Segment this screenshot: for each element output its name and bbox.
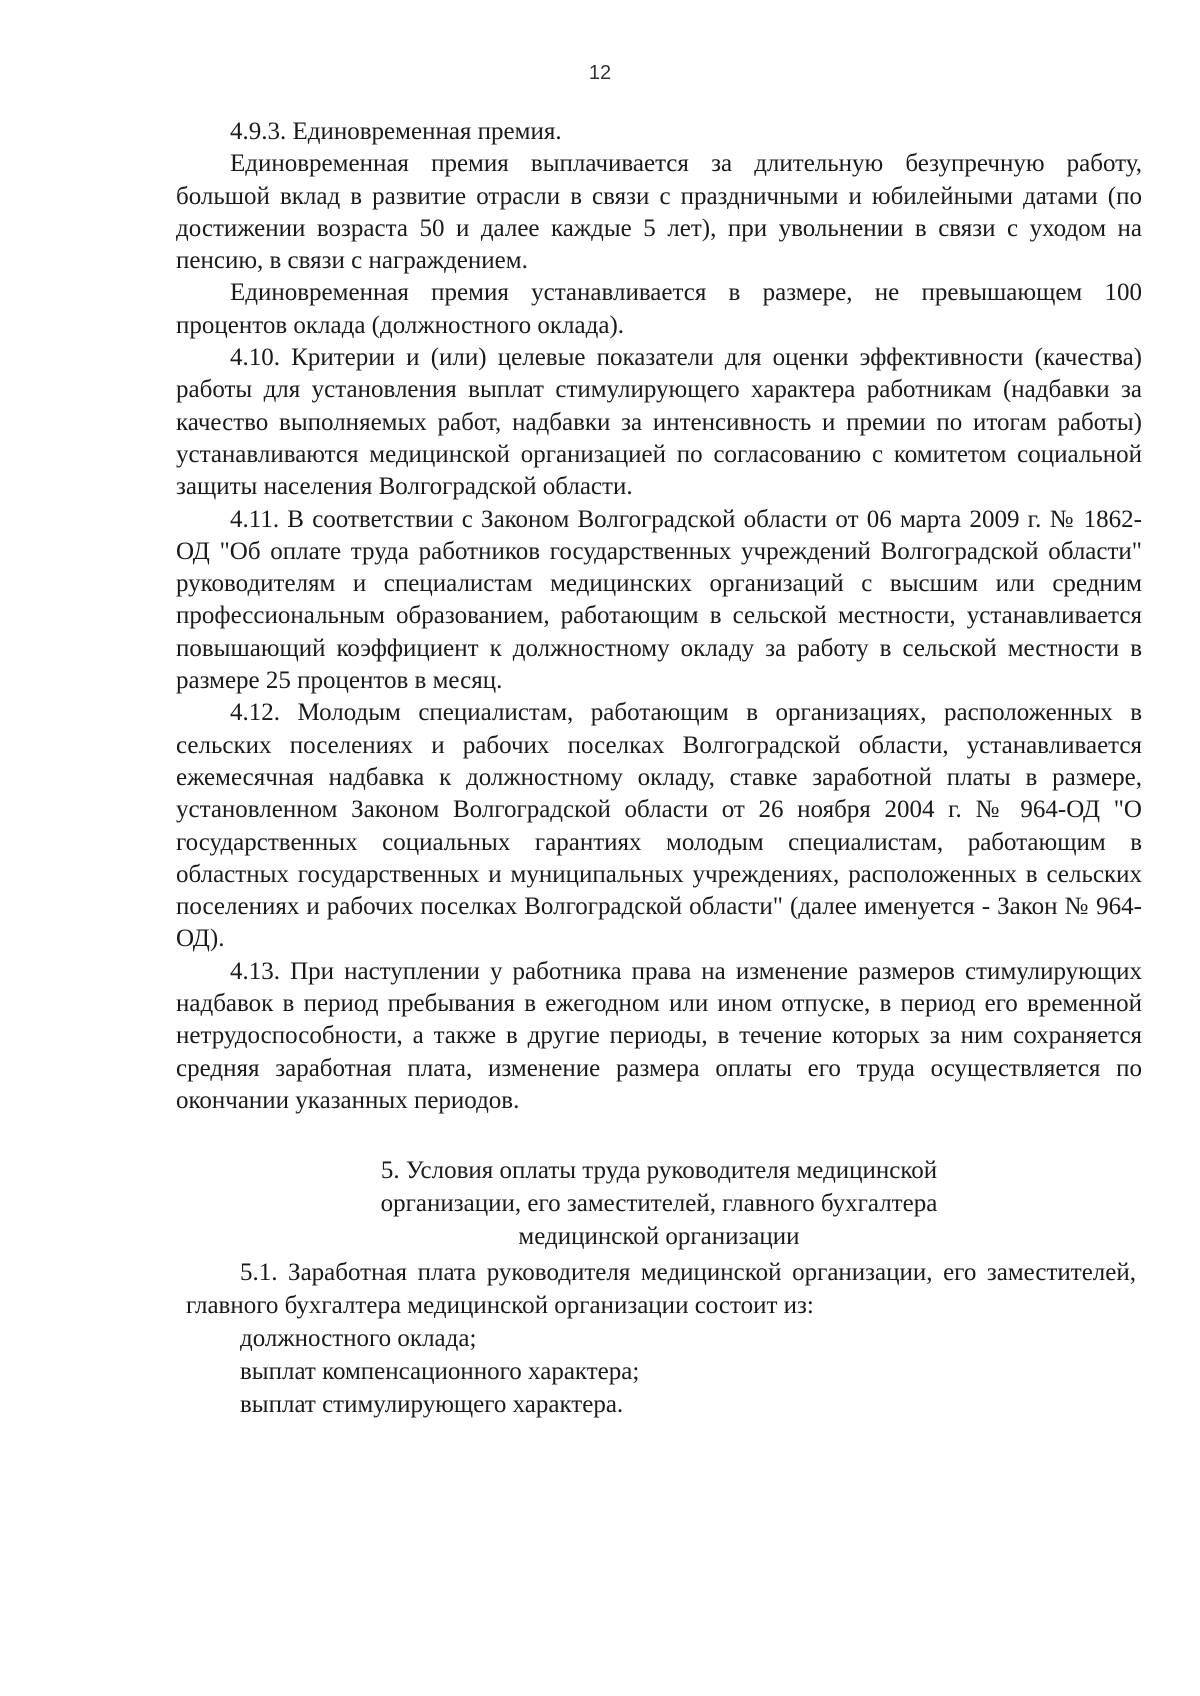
paragraph-one-time-bonus: Единовременная премия выплачивается за длительную безупречную работу, большой вклад в развитие отрасли в связи с праздничными и юбилейными датами (по достижении возраста 50 и далее каждые 5 лет), при увольнении в связи с уходом на пенсию, в связи с награждением. (176, 150, 1142, 275)
paragraph-4-12: 4.12. Молодым специалистам, работающим в организациях, расположенных в сельских поселениях и рабочих поселках Волгоградской области, устанавливается ежемесячная надбавка к должностному окладу, ставке заработной платы в размере, установленном Законом Волгоградской области от 26 ноября 2004 г. № 964-ОД "О государственных социальных гарантиях молодым специалистам, работающим в областных государственных и муниципальных учреждениях, расположенных в сельских поселениях и рабочих поселках Волгоградской области" (далее именуется - Закон № 964-ОД). (176, 699, 1142, 953)
paragraph-5-1: 5.1. Заработная плата руководителя медицинской организации, его заместителей, главного бухгалтера медицинской организации состоит из: (186, 1259, 1136, 1319)
section-5-heading (176, 1154, 1142, 1253)
paragraph-4-13: 4.13. При наступлении у работника права на изменение размеров стимулирующих надбавок в период пребывания в ежегодном или ином отпуске, в период его временной нетрудоспособности, а также в другие периоды, в течение которых за ним сохраняется средняя заработная плата, изменение размера оплаты его труда осуществляется по окончании указанных периодов. (176, 957, 1142, 1114)
heading-line: медицинской организации (518, 1223, 800, 1250)
paragraph-4-10: 4.10. Критерии и (или) целевые показатели для оценки эффективности (качества) работы для установления выплат стимулирующего характера работникам (надбавки за качество выполняемых работ, надбавки за интенсивность и премии по итогам работы) устанавливаются медицинской организацией по согласованию с комитетом социальной защиты населения Волгоградской области. (176, 344, 1142, 501)
section-4-text (176, 116, 1142, 1117)
paragraph-4-9-3-title: 4.9.3. Единовременная премия. (230, 118, 562, 145)
list-item: выплат компенсационного характера; (240, 1358, 640, 1385)
section-5-text (186, 1256, 1136, 1421)
paragraph-bonus-limit: Единовременная премия устанавливается в размере, не превышающем 100 процентов оклада (должностного оклада). (176, 279, 1142, 339)
list-item: должностного оклада; (240, 1325, 477, 1352)
list-item: выплат стимулирующего характера. (240, 1391, 624, 1418)
heading-line: организации, его заместителей, главного бухгалтера (380, 1190, 938, 1217)
page-number: 12 (588, 62, 612, 84)
heading-line: 5. Условия оплаты труда руководителя медицинской (380, 1157, 938, 1184)
paragraph-4-11: 4.11. В соответствии с Законом Волгоградской области от 06 марта 2009 г. № 1862-ОД "Об оплате труда работников государственных учреждений Волгоградской области" руководителям и специалистам медицинских организаций с высшим или средним профессиональным образованием, работающим в сельской местности, устанавливается повышающий коэффициент к должностному окладу за работу в сельской местности в размере 25 процентов в месяц. (176, 505, 1142, 695)
